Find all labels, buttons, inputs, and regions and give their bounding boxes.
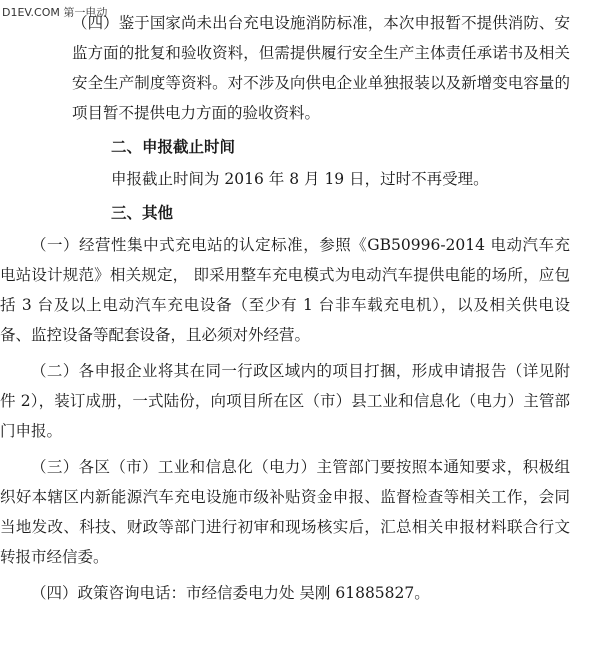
paragraph-item-4-intro: （四）鉴于国家尚未出台充电设施消防标准，本次申报暂不提供消防、安监方面的批复和验收资料，但需提供履行安全生产主体责任承诺书及相关安全生产制度等资料。对不涉及向供电企业单独报装以及新增变电容量的项目暂不提供电力方面的验收资料。 [72, 14, 570, 122]
paragraph-other-1: （一）经营性集中式充电站的认定标准，参照《GB50996-2014 电动汽车充电站设计规范》相关规定， 即采用整车充电模式为电动汽车提供电能的场所，应包括 3 台及以上电动汽车充电设备（至少有 1 台非车载充电机），以及相关供电设备、监控设备等配套设备，且必须对外经营。 [0, 236, 570, 344]
paragraph-deadline: 申报截止时间为 2016 年 8 月 19 日，过时不再受理。 [111, 170, 489, 188]
section-heading-other: 三、其他 [111, 203, 174, 222]
paragraph-other-2: （二）各申报企业将其在同一行政区域内的项目打捆，形成申请报告（详见附件 2），装订成册，一式陆份，向项目所在区（市）县工业和信息化（电力）主管部门申报。 [0, 362, 570, 440]
section-heading-deadline: 二、申报截止时间 [111, 137, 236, 156]
site-watermark: D1EV.COM 第一电动 [2, 6, 108, 19]
paragraph-other-4: （四）政策咨询电话：市经信委电力处 吴刚 61885827。 [31, 584, 430, 602]
paragraph-other-3: （三）各区（市）工业和信息化（电力）主管部门要按照本通知要求，积极组织好本辖区内新能源汽车充电设施市级补贴资金申报、监督检查等相关工作，会同当地发改、科技、财政等部门进行初审和现场核实后，汇总相关申报材料联合行文转报市经信委。 [0, 458, 570, 566]
